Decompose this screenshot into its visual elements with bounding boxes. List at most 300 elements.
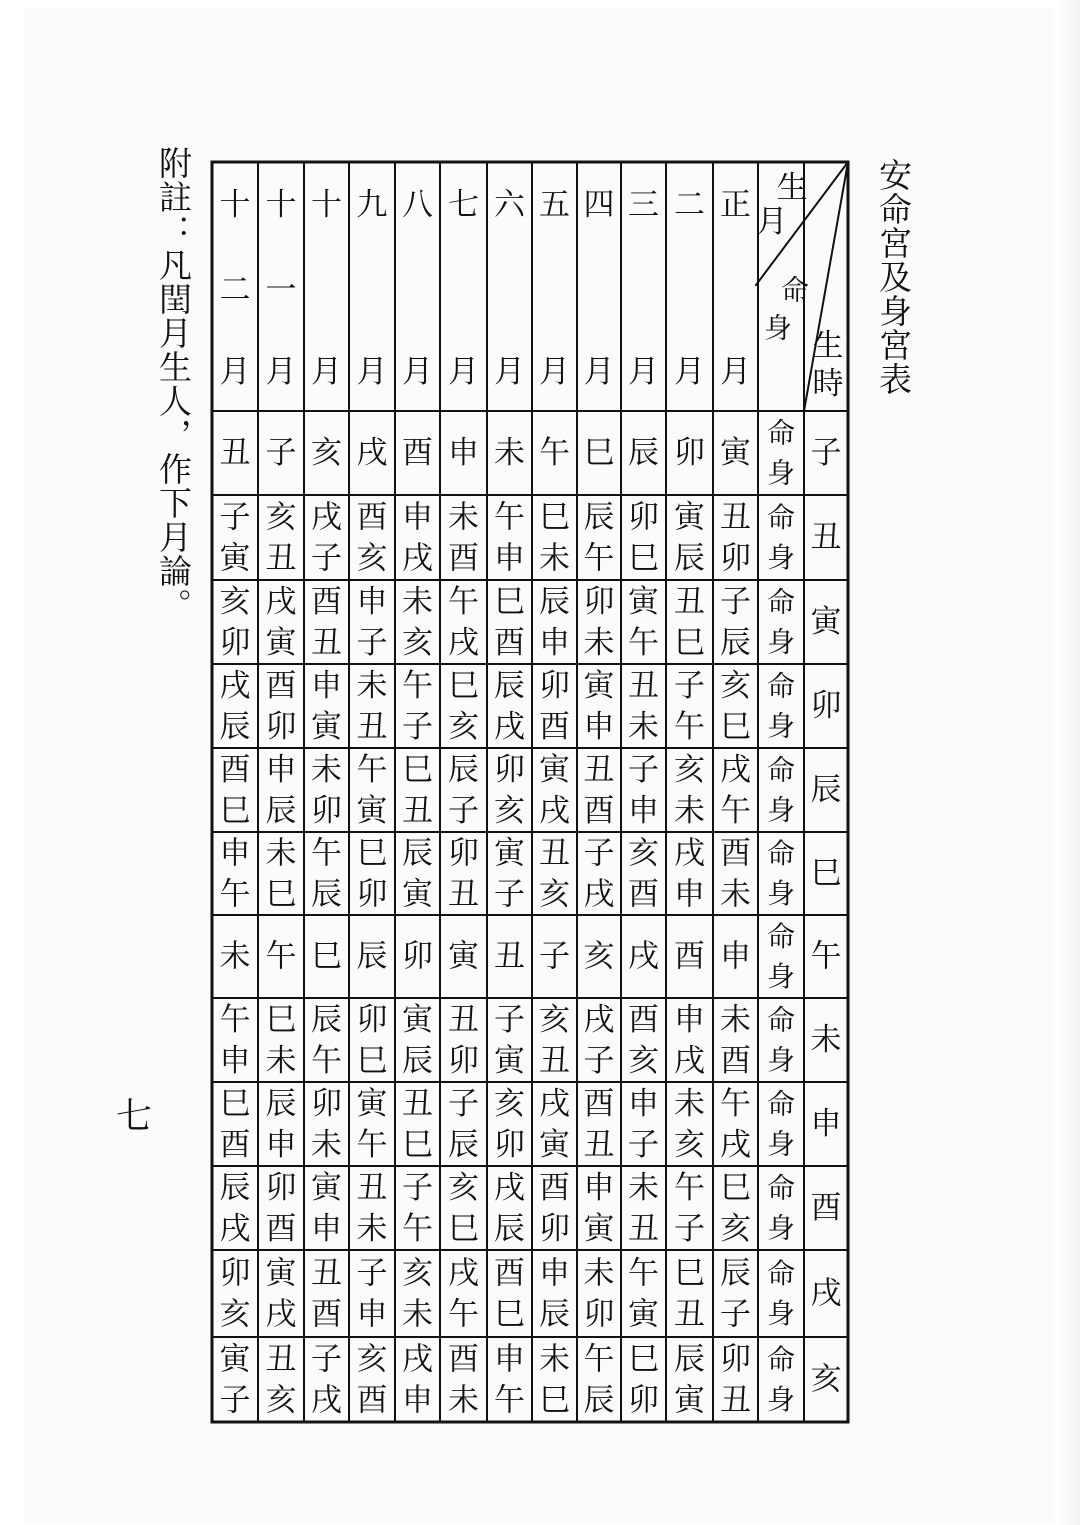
ming-shen-cell: 子 [311,1341,342,1378]
ming-shen-cell: 寅 [539,752,570,788]
corner-label-month: 生 [776,170,808,206]
ming-shen-cell: 未 [265,1043,297,1079]
hour-label: 午 [810,938,842,975]
ming-shen-cell: 未 [311,1127,342,1163]
ming-shen-cell: 酉 [674,938,705,975]
ming-shen-cell: 申 [674,876,705,913]
ming-shen-cell: 酉 [494,1255,525,1292]
ming-shen-cell: 戌 [583,876,615,913]
ming-shen-cell: 辰 [674,540,705,577]
ming-shen-cell: 戌 [265,1296,297,1333]
ming-shen-cell: 申 [311,1211,342,1247]
ming-shen-cell: 亥 [265,499,297,536]
ming-shen-cell: 午 [494,1382,525,1419]
month-header: 八 [402,187,433,223]
ming-shen-cell: 丑 [674,584,705,620]
ming-shen-cell: 丑 [628,668,659,704]
shen-label: 身 [766,1297,796,1330]
corner-label-month: 月 [756,204,788,240]
ming-shen-cell: 酉 [356,499,388,536]
ming-shen-cell: 丑 [674,1296,705,1333]
ming-shen-cell: 寅 [356,793,388,829]
ming-shen-cell: 未 [720,876,751,913]
ming-shen-cell: 午 [356,752,388,788]
shen-label: 身 [766,1127,796,1161]
shen-label: 身 [766,625,796,659]
ming-shen-cell: 巳 [674,625,705,661]
month-header: 十 [219,187,251,223]
ming-shen-cell: 子 [402,1170,433,1206]
ming-shen-cell: 巳 [402,752,433,788]
ming-shen-cell: 戌 [448,1255,479,1292]
ming-shen-cell: 巳 [539,1382,570,1419]
ming-shen-cell: 辰 [356,938,388,975]
ming-shen-cell: 戌 [583,1002,615,1038]
ming-shen-cell: 午 [311,1043,342,1079]
ming-shen-cell: 午 [402,1211,433,1247]
ming-shen-cell: 巳 [219,793,251,829]
ming-shen-cell: 卯 [448,1043,479,1079]
ming-shen-cell: 丑 [265,1341,297,1378]
month-header: 月 [583,354,615,390]
shen-label: 身 [766,456,796,490]
ming-shen-cell: 亥 [448,709,479,745]
ming-shen-cell: 辰 [448,1127,479,1163]
ming-shen-cell: 寅 [583,1211,615,1247]
ming-shen-cell: 子 [720,1296,751,1333]
ming-shen-cell: 巳 [674,1255,705,1292]
ming-shen-cell: 酉 [628,1002,659,1038]
ming-shen-cell: 戌 [494,1170,525,1206]
ming-shen-cell: 子 [583,835,615,872]
hour-label: 酉 [810,1190,842,1226]
ming-shen-cell: 子 [448,1086,479,1122]
ming-shen-cell: 丑 [219,435,251,471]
ming-shen-cell: 亥 [219,1296,251,1333]
ming-shen-cell: 卯 [628,1382,659,1419]
ming-shen-cell: 寅 [265,1255,297,1292]
ming-shen-cell: 午 [720,793,751,829]
ming-shen-cell: 子 [628,752,659,788]
month-header: 正 [720,187,751,223]
ming-shen-cell: 辰 [494,668,525,704]
ming-shen-cell: 亥 [583,938,615,975]
month-header: 月 [265,354,297,390]
ming-shen-cell: 未 [674,1086,705,1122]
ming-shen-cell: 戌 [356,435,388,471]
hour-label: 子 [810,435,842,471]
ming-shen-cell: 戌 [539,793,570,829]
ming-shen-cell: 丑 [402,793,433,829]
ming-label: 命 [766,1003,796,1037]
ming-shen-cell: 戌 [265,584,297,620]
ming-shen-cell: 未 [720,1002,751,1038]
ming-shen-cell: 申 [265,1127,297,1163]
ming-shen-cell: 午 [583,540,615,577]
ming-shen-cell: 申 [494,540,525,577]
ming-shen-cell: 申 [494,1341,525,1378]
ming-shen-cell: 子 [583,1043,615,1079]
shen-label: 身 [766,709,796,743]
ming-shen-cell: 丑 [583,1127,615,1163]
ming-shen-cell: 巳 [219,1086,251,1122]
ming-shen-cell: 卯 [539,1211,570,1247]
ming-shen-cell: 酉 [219,752,251,788]
ming-label: 命 [766,1257,796,1290]
month-header: 二 [674,187,705,223]
ming-shen-cell: 巳 [494,584,525,620]
ming-shen-cell: 午 [448,584,479,620]
ming-shen-cell: 巳 [494,1296,525,1333]
ming-shen-cell: 辰 [674,1341,705,1378]
ming-shen-cell: 丑 [402,1086,433,1122]
month-header: 月 [356,354,388,390]
ming-shen-cell: 戌 [219,668,251,704]
ming-shen-cell: 酉 [448,540,479,577]
ming-shen-cell: 午 [539,435,570,471]
ming-shen-cell: 辰 [583,499,615,536]
month-header: 月 [674,354,705,390]
ming-shen-cell: 卯 [402,938,433,975]
ming-shen-cell: 寅 [628,584,659,620]
ming-shen-cell: 戌 [402,540,433,577]
ming-shen-cell: 巳 [583,435,615,471]
ming-shen-cell: 丑 [356,709,388,745]
shen-label: 身 [766,541,796,574]
hour-label: 辰 [810,772,842,808]
ming-shen-cell: 子 [674,1211,705,1247]
ming-shen-cell: 戌 [674,1043,705,1079]
ming-shen-cell: 寅 [583,668,615,704]
ming-shen-cell: 巳 [720,709,751,745]
month-header: 月 [628,354,659,390]
shen-label: 身 [766,1211,796,1245]
ming-shen-cell: 午 [628,625,659,661]
ming-shen-cell: 丑 [628,1211,659,1247]
month-header: 二 [219,272,251,308]
ming-shen-cell: 寅 [265,625,297,661]
ming-label: 命 [766,416,796,450]
month-header: 月 [539,354,570,390]
ming-shen-cell: 申 [219,835,251,872]
hour-label: 丑 [810,519,842,556]
month-header: 月 [448,354,479,390]
ming-shen-cell: 丑 [356,1170,388,1206]
ming-shen-cell: 酉 [265,1211,297,1247]
ming-shen-cell: 子 [402,709,433,745]
ming-shen-cell: 酉 [628,876,659,913]
ming-shen-cell: 午 [628,1255,659,1292]
ming-shen-cell: 戌 [720,1127,751,1163]
ming-shen-cell: 酉 [219,1127,251,1163]
ming-shen-cell: 辰 [539,584,570,620]
hour-label: 寅 [810,604,842,640]
ming-shen-cell: 辰 [539,1296,570,1333]
ming-shen-cell: 午 [219,876,251,913]
ming-shen-cell: 未 [539,540,570,577]
ming-shen-cell: 寅 [402,1002,433,1038]
ming-shen-cell: 寅 [356,1086,388,1122]
ming-shen-cell: 亥 [674,752,705,788]
month-header: 四 [583,187,615,223]
ming-shen-cell: 丑 [720,1382,751,1419]
ming-label: 命 [766,1343,796,1376]
hour-label: 巳 [810,855,842,892]
ming-shen-cell: 戌 [402,1341,433,1378]
ming-shen-cell: 寅 [311,709,342,745]
ming-shen-cell: 卯 [720,1341,751,1378]
ming-shen-cell: 亥 [448,1170,479,1206]
ming-shen-cell: 卯 [628,499,659,536]
page-title: 安命宮及身宮表 [874,158,913,396]
ming-shen-cell: 丑 [539,1043,570,1079]
ming-shen-cell: 午 [494,499,525,536]
ming-shen-cell: 巳 [402,1127,433,1163]
ming-shen-cell: 午 [720,1086,751,1122]
ming-shen-cell: 辰 [494,1211,525,1247]
ming-shen-cell: 丑 [583,752,615,788]
ming-shen-cell: 巳 [539,499,570,536]
hour-label: 戌 [810,1275,842,1312]
hour-label: 未 [810,1022,842,1058]
ming-shen-cell: 亥 [539,1002,570,1038]
ming-label: 命 [766,1087,796,1121]
month-header: 九 [356,187,388,223]
ming-label: 命 [766,920,796,953]
ming-shen-cell: 丑 [311,1255,342,1292]
ming-shen-cell: 酉 [720,1043,751,1079]
month-header: 三 [628,187,659,223]
ming-shen-cell: 辰 [448,752,479,788]
ming-shen-cell: 子 [628,1127,659,1163]
ming-shen-cell: 戌 [448,625,479,661]
ming-shen-cell: 未 [356,668,388,704]
ming-shen-cell: 午 [448,1296,479,1333]
ming-shen-cell: 戌 [311,499,342,536]
ming-shen-cell: 戌 [539,1086,570,1122]
ming-shen-cell: 申 [402,1382,433,1419]
ming-shen-cell: 亥 [402,1255,433,1292]
ming-shen-cell: 辰 [628,435,659,471]
ming-shen-cell: 未 [494,435,525,471]
ming-shen-cell: 申 [219,1043,251,1079]
ming-shen-cell: 辰 [265,1086,297,1122]
ming-shen-cell: 午 [583,1341,615,1378]
ming-shen-cell: 辰 [311,876,342,913]
ming-shen-cell: 亥 [219,584,251,620]
ming-shen-cell: 酉 [539,709,570,745]
ming-shen-cell: 未 [402,584,433,620]
month-header: 七 [448,187,479,223]
ming-shen-cell: 未 [448,499,479,536]
ming-shen-cell: 申 [311,668,342,704]
ming-shen-cell: 子 [311,540,342,577]
ming-shen-cell: 酉 [583,793,615,829]
ming-shen-cell: 酉 [494,625,525,661]
ming-shen-cell: 亥 [628,1043,659,1079]
ming-shen-cell: 酉 [311,584,342,620]
ming-shen-cell: 卯 [539,668,570,704]
ming-shen-cell: 寅 [219,1341,251,1378]
ming-shen-cell: 戌 [628,938,659,975]
ming-shen-cell: 申 [628,793,659,829]
ming-shen-cell: 申 [674,1002,705,1038]
ming-shen-cell: 午 [311,835,342,872]
ming-shen-cell: 辰 [311,1002,342,1038]
month-header: 十 [311,187,342,223]
ming-label: 命 [766,501,796,534]
ming-shen-cell: 巳 [448,1211,479,1247]
shen-label: 身 [766,960,796,993]
ming-shen-cell: 巳 [628,1341,659,1378]
month-header: 月 [402,354,433,390]
ming-shen-cell: 戌 [494,709,525,745]
ming-shen-cell: 亥 [628,835,659,872]
ming-shen-cell: 辰 [402,835,433,872]
ming-shen-cell: 戌 [219,1211,251,1247]
ming-shen-cell: 酉 [265,668,297,704]
ming-shen-cell: 申 [356,584,388,620]
ming-shen-cell: 午 [402,668,433,704]
ming-shen-cell: 巳 [448,668,479,704]
ming-label: 命 [766,837,796,870]
corner-label-hour: 時 [812,366,844,402]
ming-shen-cell: 未 [402,1296,433,1333]
ming-shen-cell: 卯 [356,1002,388,1038]
ming-shen-cell: 卯 [311,793,342,829]
ming-shen-cell: 辰 [583,1382,615,1419]
ming-shen-cell: 午 [674,1170,705,1206]
ming-shen-cell: 午 [219,1002,251,1038]
ming-shen-cell: 寅 [402,876,433,913]
ming-shen-cell: 未 [583,625,615,661]
ming-shen-cell: 卯 [494,1127,525,1163]
ming-shen-cell: 酉 [448,1341,479,1378]
ming-shen-cell: 子 [494,876,525,913]
ming-shen-cell: 亥 [720,1211,751,1247]
shen-label: 身 [766,793,796,827]
ming-shen-cell: 亥 [402,625,433,661]
ming-label: 命 [766,753,796,787]
ming-shen-cell: 戌 [720,752,751,788]
ming-shen-cell: 申 [628,1086,659,1122]
ming-label: 命 [766,669,796,703]
ming-shen-cell: 申 [720,938,751,975]
month-header: 月 [494,354,525,390]
ming-shen-cell: 辰 [219,709,251,745]
ming-shen-cell: 未 [674,793,705,829]
ming-shen-cell: 子 [539,938,570,975]
ming-shen-cell: 未 [219,938,251,975]
ming-shen-cell: 子 [674,668,705,704]
ming-shen-cell: 寅 [674,499,705,536]
ming-shen-cell: 辰 [720,625,751,661]
shen-label: 身 [766,877,796,910]
month-header: 月 [311,354,342,390]
ming-shen-cell: 未 [311,752,342,788]
ming-shen-cell: 亥 [494,793,525,829]
ming-shen-cell: 丑 [265,540,297,577]
month-header: 月 [219,354,251,390]
month-header: 六 [494,187,525,223]
ming-shen-cell: 午 [674,709,705,745]
ming-shen-cell: 巳 [265,1002,297,1038]
ming-shen-cell: 卯 [265,709,297,745]
ming-shen-cell: 卯 [720,540,751,577]
ming-shen-cell: 未 [448,1382,479,1419]
ming-shen-cell: 午 [265,938,297,975]
ming-shen-cell: 卯 [219,1255,251,1292]
shen-label: 身 [766,1383,796,1416]
ming-shen-cell: 子 [448,793,479,829]
ming-shen-cell: 申 [583,1170,615,1206]
month-header: 五 [539,187,570,223]
ming-shen-cell: 寅 [674,1382,705,1419]
ming-shen-cell: 午 [356,1127,388,1163]
ming-shen-cell: 亥 [356,540,388,577]
ming-shen-cell: 亥 [720,668,751,704]
ming-shen-cell: 子 [219,499,251,536]
ming-shen-cell: 亥 [311,435,342,471]
ming-shen-cell: 辰 [720,1255,751,1292]
ming-shen-cell: 酉 [402,435,433,471]
ming-shen-cell: 子 [356,625,388,661]
month-header: 十 [265,187,297,223]
ming-shen-cell: 子 [356,1255,388,1292]
ming-shen-cell: 亥 [674,1127,705,1163]
month-header: 一 [265,272,297,308]
ming-shen-cell: 卯 [448,835,479,872]
ming-shen-cell: 寅 [448,938,479,975]
ming-shen-cell: 子 [720,584,751,620]
ming-shen-cell: 酉 [583,1086,615,1122]
ming-shen-cell: 申 [448,435,479,471]
ming-shen-cell: 未 [583,1255,615,1292]
ming-shen-cell: 卯 [311,1086,342,1122]
ming-shen-cell: 巳 [356,835,388,872]
ming-shen-cell: 申 [539,1255,570,1292]
ming-shen-cell: 亥 [494,1086,525,1122]
corner-label-shen: 身 [763,311,793,345]
ming-shen-cell: 申 [539,625,570,661]
ming-shen-cell: 寅 [539,1127,570,1163]
ming-shen-cell: 丑 [494,938,525,975]
ming-shen-cell: 寅 [494,835,525,872]
ming-shen-cell: 寅 [311,1170,342,1206]
ming-shen-cell: 申 [583,709,615,745]
ming-shen-cell: 巳 [628,540,659,577]
ming-shen-cell: 丑 [539,835,570,872]
hour-label: 亥 [810,1361,842,1398]
month-header: 月 [720,354,751,390]
ming-shen-cell: 巳 [311,938,342,975]
ming-shen-cell: 卯 [265,1170,297,1206]
ming-shen-cell: 卯 [674,435,705,471]
ming-shen-cell: 未 [356,1211,388,1247]
ming-shen-cell: 子 [265,435,297,471]
ming-shen-cell: 申 [265,752,297,788]
ming-shen-cell: 寅 [494,1043,525,1079]
ming-label: 命 [766,585,796,619]
ming-shen-cell: 子 [219,1382,251,1419]
ming-shen-cell: 丑 [448,876,479,913]
ming-shen-cell: 子 [494,1002,525,1038]
ming-shen-cell: 未 [265,835,297,872]
ming-shen-cell: 辰 [219,1170,251,1206]
ming-label: 命 [766,1171,796,1205]
ming-shen-cell: 戌 [311,1382,342,1419]
ming-shen-cell: 亥 [356,1341,388,1378]
